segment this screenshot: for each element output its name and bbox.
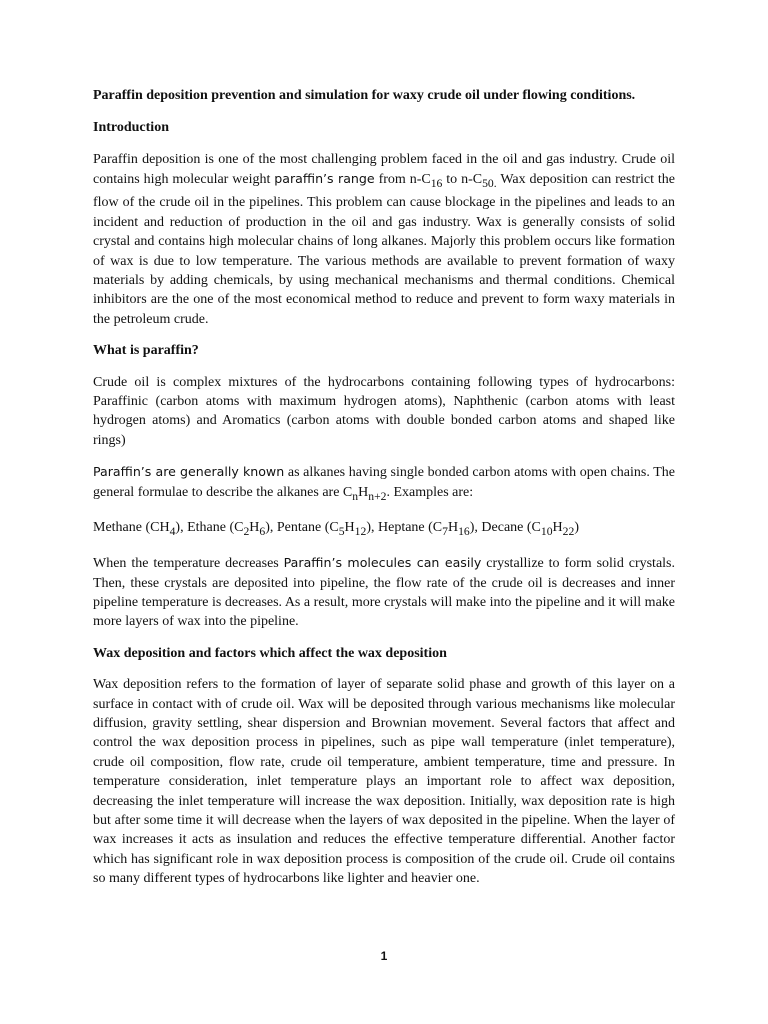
paragraph-crystallization: When the temperature decreases Paraffin’s molecules can easily crystallize to form solid crystals. Then, these crystals are deposited into pipeline, the flow rate of the crude oil is decreases and inner pipeline temperature is decreases. As a result, more crystals will make into the pipeline and it will make more layers of wax into the pipeline. bbox=[93, 555, 675, 630]
paragraph-wax-deposition: Wax deposition refers to the formation of layer of separate solid phase and growth of this layer on a surface in contact with of crude oil. Wax will be deposited through various mechanisms like molecular diffusion, gravity settling, shear dispersion and Brownian movement. Several factors that affect and control the wax deposition process in pipelines, such as pipe wall temperature (inlet temperature), crude oil composition, flow rate, crude oil temperature, ambient temperature, time and pressure. In temperature consideration, inlet temperature plays an important role to affect wax deposition, decreasing the inlet temperature will increase the wax deposition. Initially, wax deposition rate is high but after some time it will decrease when the layers of wax deposited in the pipeline. When the layer of wax increases it acts as insulation and reduces the effective temperature differential. Another factor which has significant role in wax deposition process is composition of the crude oil. Crude oil contains so many different types of hydrocarbons like lighter and heavier one. bbox=[93, 677, 675, 887]
heading-what-is-paraffin: What is paraffin? bbox=[93, 343, 199, 359]
paragraph-alkane-examples: Methane $(CH_4)$, Ethane $(C_2H_6)$, Pentane $(C_5H_{12})$, Heptane $(C_7H_{16})$, Decane $(C_{10}H_{22})$ bbox=[93, 519, 579, 538]
page-number: 1 bbox=[380, 949, 388, 963]
heading-wax-deposition-factors: Wax deposition and factors which affect the wax deposition bbox=[93, 645, 447, 661]
paragraph-hydrocarbon-types: Crude oil is complex mixtures of the hydrocarbons containing following types of hydrocarbons: Paraffinic (carbon atoms with maximum hydrogen atoms), Naphthenic (carbon atoms with least hydrogen atoms) and Aromatics (carbon atoms with double bonded carbon atoms and shaped like rings) bbox=[93, 374, 675, 448]
document-title: Paraffin deposition prevention and simulation for waxy crude oil under flowing conditions. bbox=[93, 88, 636, 103]
paragraph-introduction: Paraffin deposition is one of the most challenging problem faced in the oil and gas industry. Crude oil contains high molecular weight paraffin’s range from $n-C_{16}$ to $n-C_{50.}$ Wax deposition can restrict the flow of the crude oil in the pipelines. This problem can cause blockage in the pipelines and leads to an incident and reduction of production in the oil and gas industry. Wax is generally consists of solid crystal and contains high molecular chains of long alkanes. Majorly this problem occurs like formation of wax is due to low temperature. The various methods are available to prevent formation of waxy materials by adding chemicals, by using mechanical mechanisms and thermal conditions. Chemical inhibitors are the one of the most economical method to reduce and prevent to form waxy materials in the petroleum crude. bbox=[93, 151, 676, 327]
heading-introduction: Introduction bbox=[93, 120, 169, 136]
paragraph-alkanes: Paraffin’s are generally known as alkanes having single bonded carbon atoms with open chains. The general formulae to describe the alkanes are $C_nH_{n+2}$. Examples are: bbox=[93, 464, 675, 503]
